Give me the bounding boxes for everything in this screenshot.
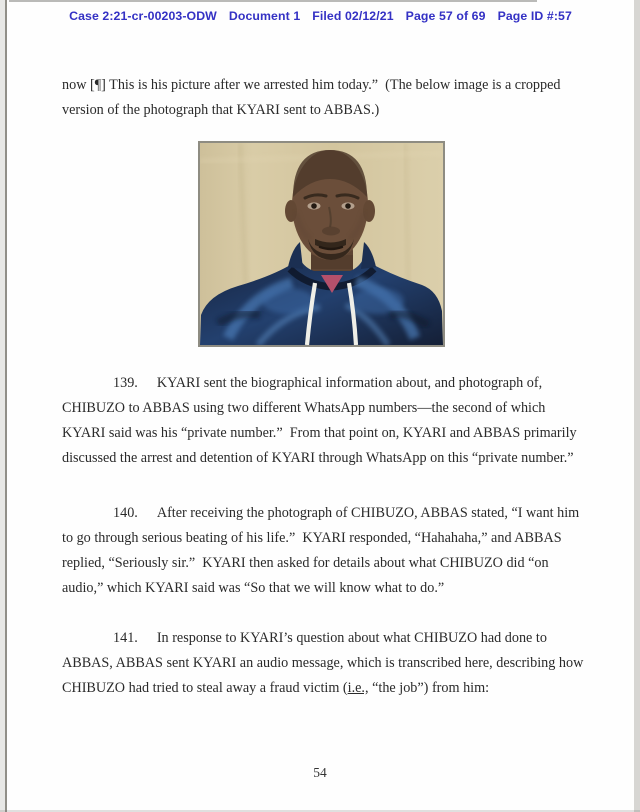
paragraph-140 bbox=[62, 501, 584, 601]
page-number: 54 bbox=[313, 765, 327, 780]
paragraph-140-number: 140. bbox=[113, 505, 138, 521]
paragraph-140-text: After receiving the photograph of CHIBUZO, ABBAS stated, “I want him to go through serious beating of his life.” KYARI responded, “Hahahaha,” and ABBAS replied, “Seriously sir.” KYARI then asked for details about what CHIBUZO did “on audio,” which KYARI said was “So that we will know what to do.” bbox=[62, 505, 583, 596]
scan-edge-left bbox=[0, 0, 7, 812]
suspect-photo-illustration bbox=[200, 143, 443, 345]
paragraph-141-text-post: “the job”) from him: bbox=[368, 680, 490, 696]
paragraph-intro-text: now [¶] This is his picture after we arrested him today.” (The below image is a cropped version of the photograph that KYARI sent to ABBAS.) bbox=[62, 77, 565, 118]
paragraph-139-number: 139. bbox=[113, 375, 138, 391]
scan-edge-top bbox=[9, 0, 537, 2]
paragraph-141 bbox=[62, 626, 587, 701]
header-case-number: Case 2:21-cr-00203-ODW bbox=[69, 9, 217, 23]
case-caption-header bbox=[9, 9, 632, 23]
paragraph-141-ie-abbreviation: i.e., bbox=[347, 680, 369, 696]
header-page-id: Page ID #:57 bbox=[497, 9, 572, 23]
scan-edge-right bbox=[634, 0, 640, 812]
paragraph-139-text: KYARI sent the biographical information about, and photograph of, CHIBUZO to ABBAS using two different WhatsApp numbers—the second of which KYARI said was his “private number.” From that point on, KYARI and ABBAS primarily discussed the arrest and detention of KYARI through WhatsApp on this “private number.” bbox=[62, 375, 581, 466]
header-document-number: Document 1 bbox=[228, 9, 301, 23]
paragraph-intro bbox=[62, 73, 584, 123]
paragraph-141-text-pre: In response to KYARI’s question about what CHIBUZO had done to ABBAS, ABBAS sent KYARI an audio message, which is transcribed here, describing how CHIBUZO had tried to steal away a fraud victim ( bbox=[62, 630, 587, 696]
suspect-photo bbox=[198, 141, 445, 347]
paragraph-141-number: 141. bbox=[113, 630, 138, 646]
header-page-count: Page 57 of 69 bbox=[405, 9, 486, 23]
paragraph-139 bbox=[62, 371, 584, 471]
header-filed-date: Filed 02/12/21 bbox=[312, 9, 394, 23]
